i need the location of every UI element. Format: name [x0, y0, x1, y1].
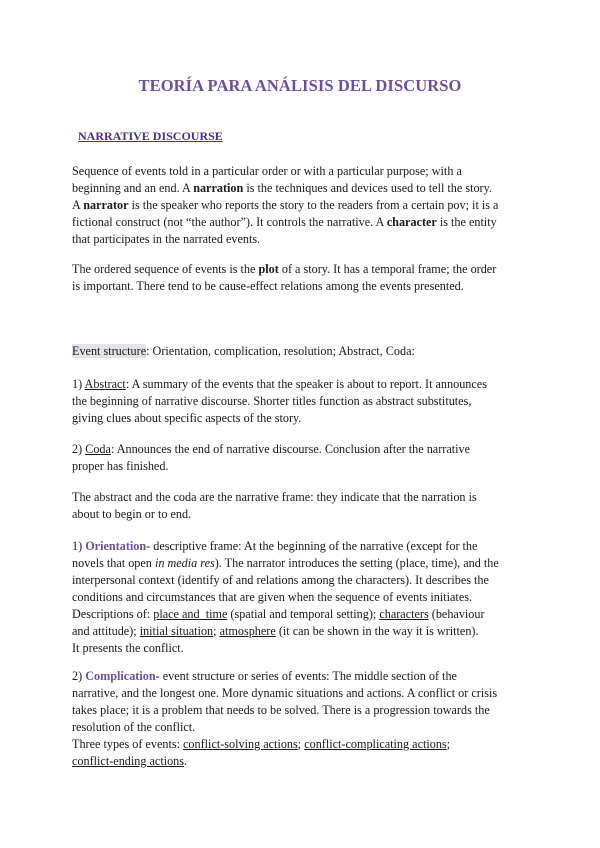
text-run: : Orientation, complication, resolution; Abstract, Coda: — [146, 344, 415, 358]
text-line: resolution of the conflict. — [72, 720, 196, 734]
plot-paragraph — [72, 261, 532, 295]
text-run: : Announces the end of narrative discourse. Conclusion after the narrative — [110, 442, 471, 456]
event-structure-paragraph — [72, 343, 532, 360]
text-run: and attitude); — [72, 624, 140, 638]
bold-term: narrator — [83, 198, 129, 212]
bold-term: character — [386, 215, 437, 229]
complication-heading: Complication — [85, 669, 156, 683]
orientation-heading: Orientation — [85, 539, 147, 553]
text-run: 2) — [72, 669, 86, 683]
text-line: giving clues about specific aspects of the story. — [72, 411, 302, 425]
narrative-frame-paragraph — [72, 489, 532, 523]
text-line — [72, 668, 532, 685]
text-line: The abstract and the coda are the narrative frame: they indicate that the narration is — [72, 490, 477, 504]
text-line: about to begin or to end. — [72, 507, 192, 521]
italic-term: in media res — [154, 556, 215, 570]
text-run: (it can be shown in the way it is written). — [275, 624, 479, 638]
text-line: It presents the conflict. — [72, 641, 184, 655]
text-line: interpersonal context (identify of and relations among the characters). It describes the — [72, 573, 489, 587]
text-run: - descriptive frame: At the beginning of the narrative (except for the — [146, 539, 478, 553]
text-run: (behaviour — [428, 607, 485, 621]
text-run: - event structure or series of events: The middle section of the — [155, 669, 457, 683]
text-run: fictional construct (not “the author”). It controls the narrative. A — [72, 215, 387, 229]
text-line: narrative, and the longest one. More dynamic situations and actions. A conflict or crisis — [72, 686, 498, 700]
underlined-term: characters — [379, 607, 429, 621]
text-run: is the entity — [436, 215, 497, 229]
text-run: 2) — [72, 442, 86, 456]
text-line: takes place; it is a problem that needs to be solved. There is a progression towards the — [72, 703, 490, 717]
text-run: 1) — [72, 539, 86, 553]
highlighted-term: Event structure — [72, 344, 147, 358]
underlined-term: conflict-solving actions — [183, 737, 298, 751]
underlined-term: conflict-complicating actions — [304, 737, 447, 751]
text-run: ; — [213, 624, 220, 638]
text-line: that participates in the narrated events. — [72, 232, 261, 246]
complication-paragraph — [72, 668, 532, 770]
text-line — [72, 261, 532, 278]
text-run: . — [184, 754, 188, 768]
text-run: ). The narrator introduces the setting (place, time), and the — [214, 556, 499, 570]
text-line — [72, 214, 532, 231]
text-line — [72, 623, 532, 640]
orientation-paragraph — [72, 538, 532, 657]
text-run: beginning and an end. A — [72, 181, 194, 195]
text-line: conditions and circumstances that are given when the sequence of events initiates. — [72, 590, 473, 604]
text-run: Descriptions of: — [72, 607, 154, 621]
text-line: is important. There tend to be cause-effect relations among the events presented. — [72, 279, 464, 293]
text-line — [72, 555, 532, 572]
text-line — [72, 606, 532, 623]
text-run: (spatial and temporal setting); — [227, 607, 380, 621]
text-line — [72, 538, 532, 555]
text-line: the beginning of narrative discourse. Shorter titles function as abstract substitutes, — [72, 394, 472, 408]
text-line — [72, 441, 532, 458]
text-line: proper has finished. — [72, 459, 169, 473]
text-run: The ordered sequence of events is the — [72, 262, 259, 276]
text-run: Three types of events: — [72, 737, 184, 751]
bold-term: plot — [258, 262, 279, 276]
text-run: : A summary of the events that the speaker is about to report. It announces — [125, 377, 487, 391]
text-run: ; — [297, 737, 305, 751]
text-run: ; — [446, 737, 451, 751]
abstract-paragraph — [72, 376, 532, 427]
text-line — [72, 343, 532, 360]
text-run: is the techniques and devices used to tell the story. — [243, 181, 492, 195]
page-title: TEORÍA PARA ANÁLISIS DEL DISCURSO — [138, 76, 462, 95]
bold-term: narration — [193, 181, 244, 195]
text-run: is the speaker who reports the story to the readers from a certain pov; it is a — [128, 198, 499, 212]
section-heading: NARRATIVE DISCOURSE — [78, 129, 223, 143]
text-run: A — [72, 198, 84, 212]
underlined-term: atmosphere — [219, 624, 276, 638]
underlined-term: initial situation — [139, 624, 214, 638]
text-line — [72, 180, 532, 197]
underlined-term: place and time — [153, 607, 228, 621]
text-line: Sequence of events told in a particular order or with a particular purpose; with a — [72, 164, 462, 178]
coda-paragraph — [72, 441, 532, 475]
underlined-term: Abstract — [84, 377, 126, 391]
text-line — [72, 736, 532, 753]
text-line — [72, 376, 532, 393]
definition-paragraph — [72, 163, 532, 248]
underlined-term: Coda — [85, 442, 111, 456]
underlined-term: conflict-ending actions — [72, 754, 185, 768]
text-run: of a story. It has a temporal frame; the order — [278, 262, 497, 276]
text-run: 1) — [72, 377, 85, 391]
text-line — [72, 197, 532, 214]
text-line — [72, 753, 532, 770]
text-run: novels that open — [72, 556, 155, 570]
